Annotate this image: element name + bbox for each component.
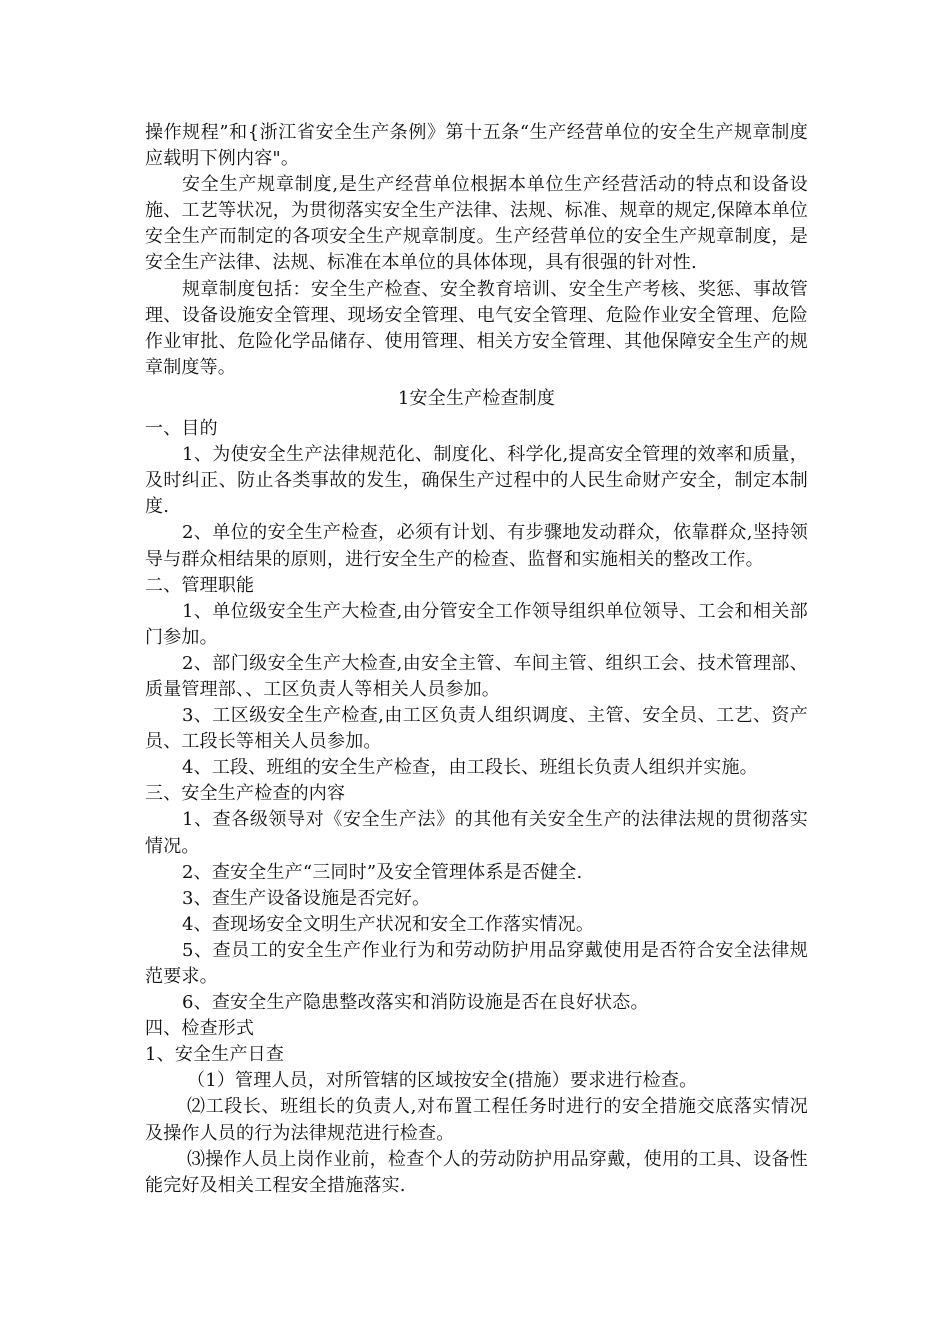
daily-check-item-1: （1）管理人员，对所管辖的区域按安全(措施）要求进行检查。: [187, 1070, 698, 1092]
document-page: [145, 120, 808, 1199]
subheading-daily-check: 1、安全生产日查: [145, 1044, 285, 1066]
daily-check-item-2: ⑵工段长、班组长的负责人,对布置工程任务时进行的安全措施交底落实情况及操作人员的行为法律规范进行检查。: [145, 1096, 808, 1144]
intro-paragraph-2: 安全生产规章制度,是生产经营单位根据本单位生产经营活动的特点和设备设施、工艺等状况，为贯彻落实安全生产法律、法规、标准、规章的规定,保障本单位安全生产而制定的各项安全生产规章制度。生产经营单位的安全生产规章制度，是安全生产法律、法规、标准在本单位的具体体现，具有很强的针对性.: [145, 174, 808, 274]
section-title: 1安全生产检查制度: [397, 387, 556, 409]
management-item-3: 3、工区级安全生产检查,由工区负责人组织调度、主管、安全员、工艺、资产员、工段长等相关人员参加。: [145, 705, 808, 753]
intro-paragraph-1: 操作规程”和{浙江省安全生产条例》第十五条“生产经营单位的安全生产规章制度应载明下例内容"。: [145, 122, 808, 170]
heading-management-functions: 二、管理职能: [145, 574, 255, 596]
management-item-4: 4、工段、班组的安全生产检查，由工段长、班组长负责人组织并实施。: [182, 757, 758, 779]
heading-purpose: 一、目的: [145, 418, 218, 440]
content-item-6: 6、查安全生产隐患整改落实和消防设施是否在良好状态。: [182, 992, 649, 1014]
purpose-item-1: 1、为使安全生产法律规范化、制度化、科学化,提高安全管理的效率和质量，及时纠正、防止各类事故的发生，确保生产过程中的人民生命财产安全，制定本制度.: [145, 444, 808, 518]
content-item-4: 4、查现场安全文明生产状况和安全工作落实情况。: [182, 913, 595, 935]
management-item-1: 1、单位级安全生产大检查,由分管安全工作领导组织单位领导、工会和相关部门参加。: [145, 600, 808, 648]
content-item-5: 5、查员工的安全生产作业行为和劳动防护用品穿戴使用是否符合安全法律规范要求。: [145, 939, 808, 987]
heading-inspection-forms: 四、检查形式: [145, 1018, 255, 1040]
intro-paragraph-3: 规章制度包括：安全生产检查、安全教育培训、安全生产考核、奖惩、事故管理、设备设施安全管理、现场安全管理、电气安全管理、危险作业安全管理、危险作业审批、危险化学品储存、使用管理、相关方安全管理、其他保障安全生产的规章制度等。: [145, 278, 808, 378]
heading-inspection-content: 三、安全生产检查的内容: [145, 783, 346, 805]
management-item-2: 2、部门级安全生产大检查,由安全主管、车间主管、组织工会、技术管理部、质量管理部、、工区负责人等相关人员参加。: [145, 652, 808, 700]
purpose-item-2: 2、单位的安全生产检查，必须有计划、有步骤地发动群众，依靠群众,坚持领导与群众相结果的原则，进行安全生产的检查、监督和实施相关的整改工作。: [145, 522, 808, 570]
content-item-1: 1、查各级领导对《安全生产法》的其他有关安全生产的法律法规的贯彻落实情况。: [145, 809, 808, 857]
daily-check-item-3: ⑶操作人员上岗作业前，检查个人的劳动防护用品穿戴，使用的工具、设备性能完好及相关工程安全措施落实.: [145, 1148, 808, 1196]
content-item-3: 3、查生产设备设施是否完好。: [182, 887, 431, 909]
content-item-2: 2、查安全生产“三同时”及安全管理体系是否健全.: [182, 861, 583, 883]
